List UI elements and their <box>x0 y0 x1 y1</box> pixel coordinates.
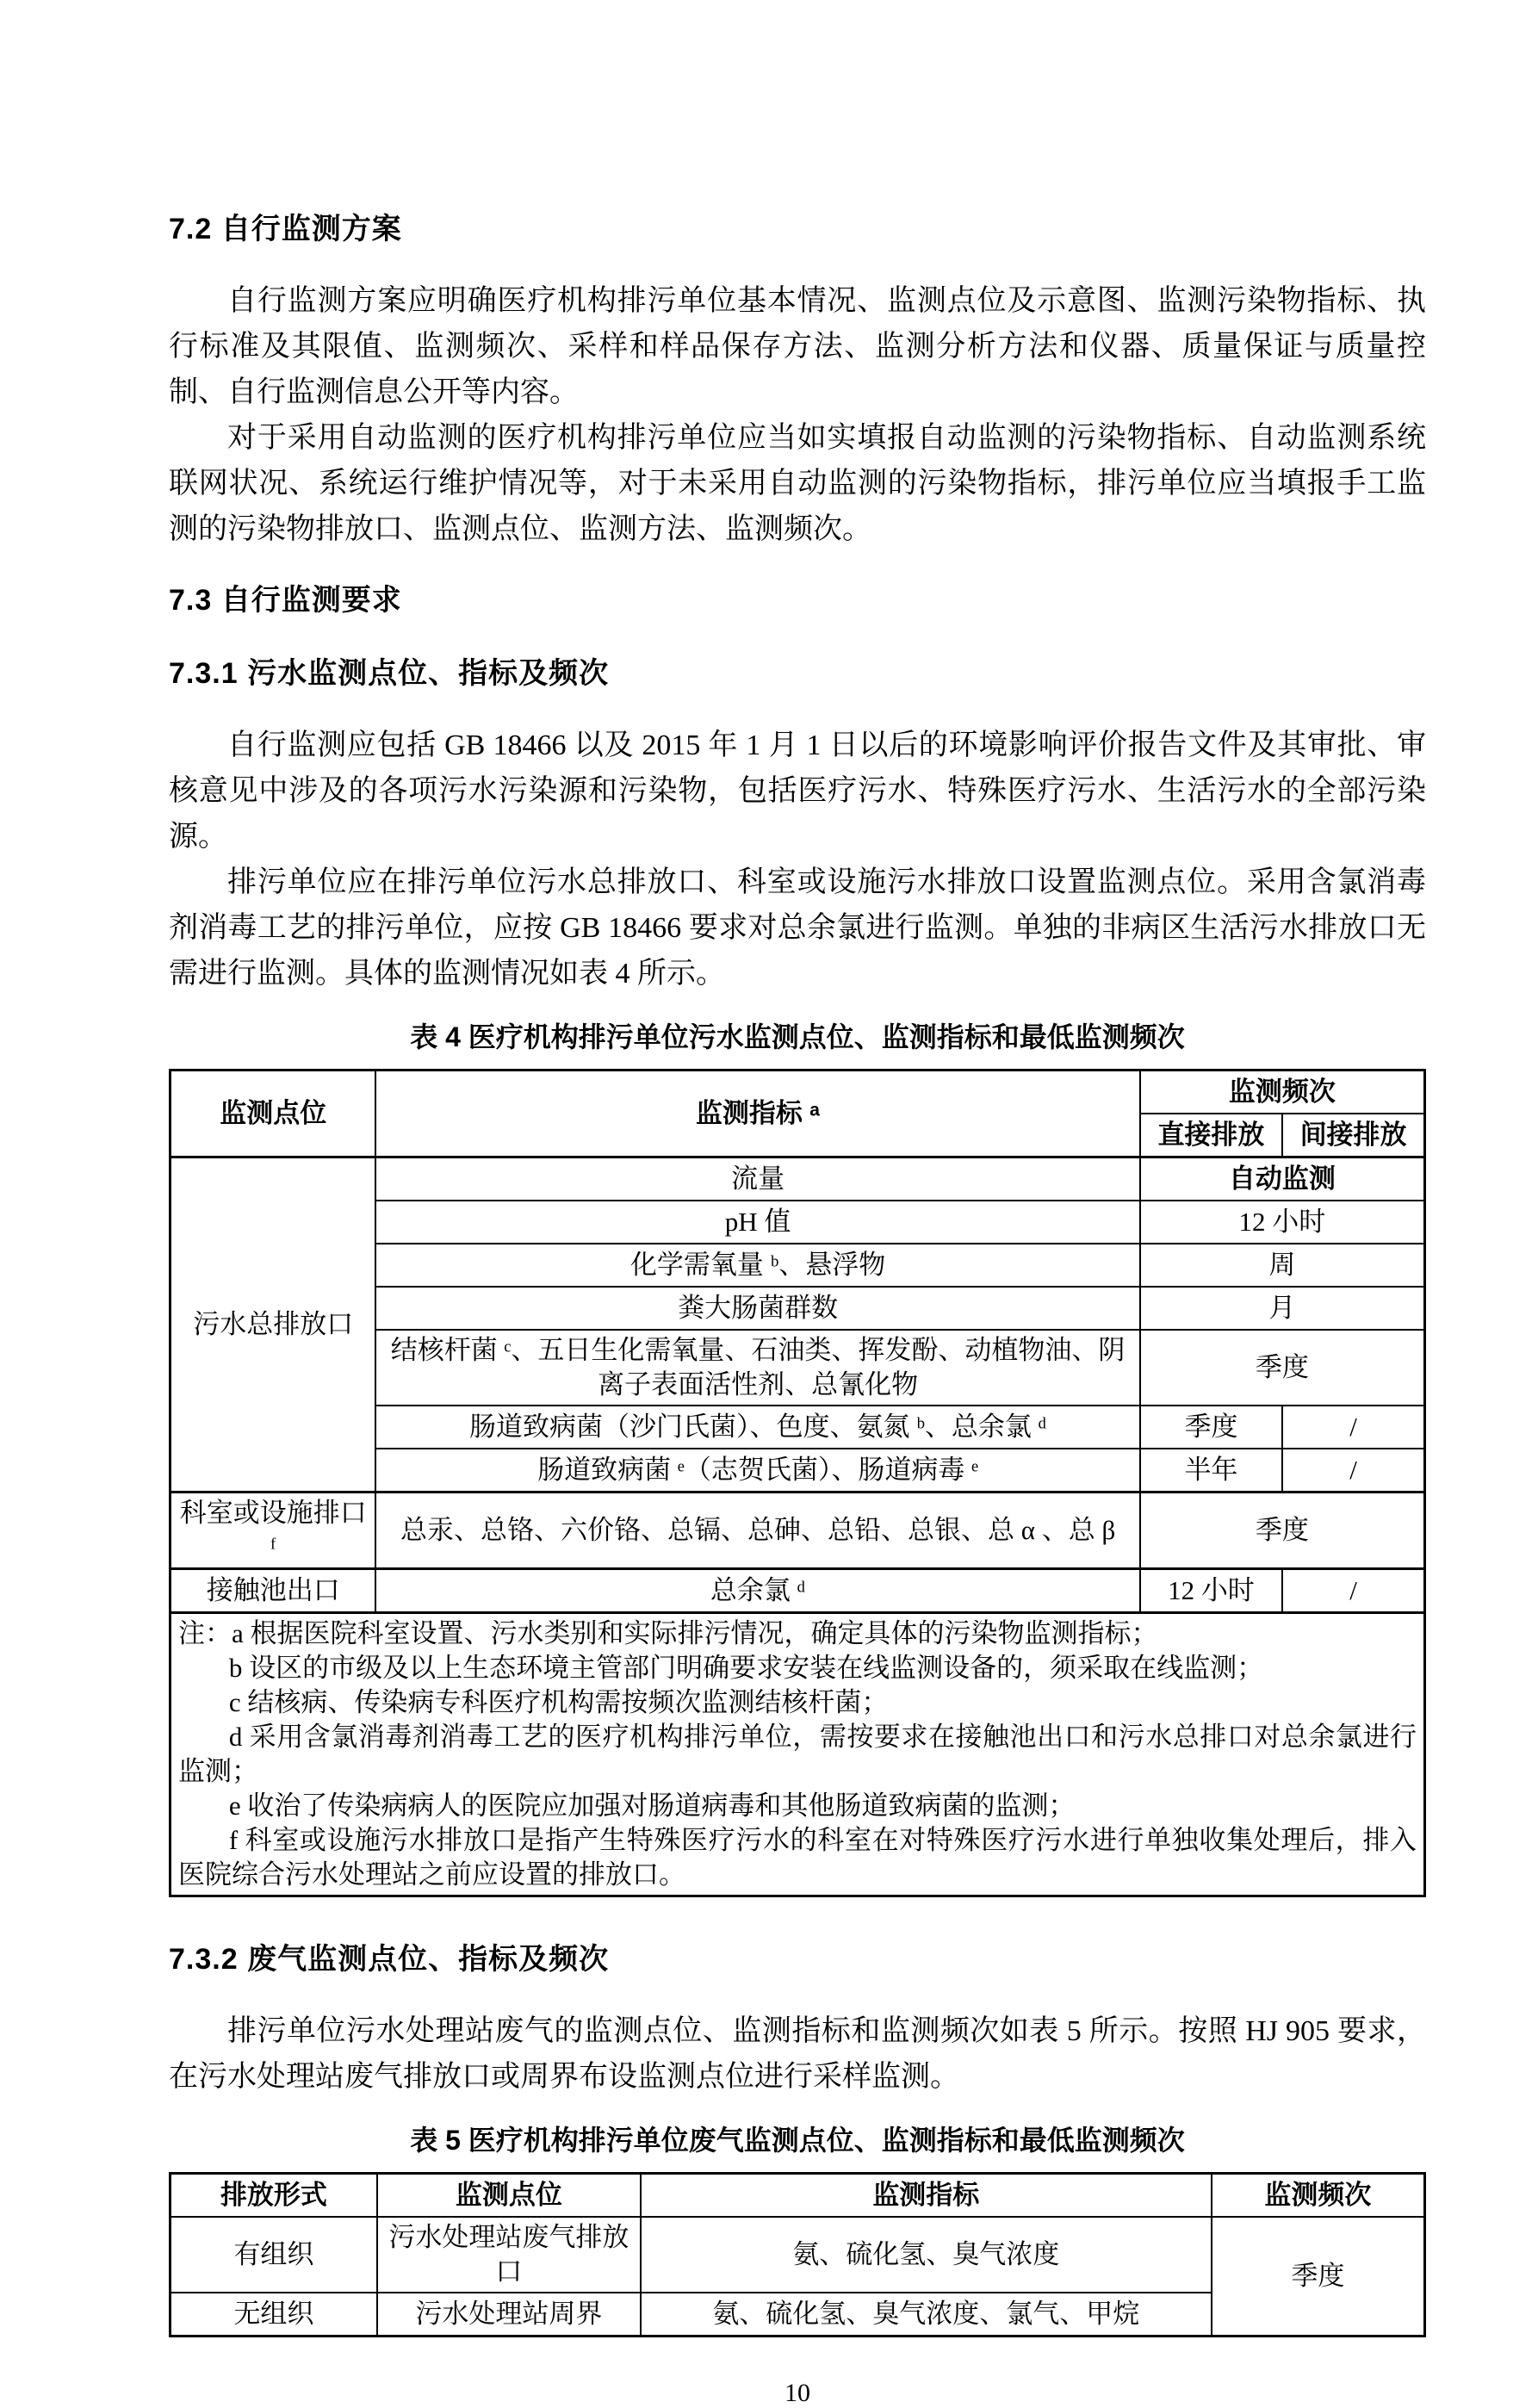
table5-point-unorganized: 污水处理站周界 <box>377 2293 641 2337</box>
table5 <box>169 2172 1426 2337</box>
table4-header-point: 监测点位 <box>171 1071 376 1157</box>
table5-indicator-unorganized: 氨、硫化氢、臭气浓度、氯气、甲烷 <box>641 2293 1212 2337</box>
table4-indicator-flow: 流量 <box>375 1157 1139 1201</box>
table4 <box>169 1069 1426 1897</box>
table4-row-contact-pool <box>171 1569 1425 1613</box>
table4-indicator-tb: 结核杆菌 ᶜ、五日生化需氧量、石油类、挥发酚、动植物油、阴离子表面活性剂、总氰化物 <box>375 1330 1139 1406</box>
table5-header-row <box>171 2174 1425 2218</box>
table4-note-a: 注：a 根据医院科室设置、污水类别和实际排污情况，确定具体的污染物监测指标； <box>178 1618 1158 1648</box>
table5-form-unorganized: 无组织 <box>171 2293 377 2337</box>
table4-indicator-department: 总汞、总铬、六价铬、总镉、总砷、总铅、总银、总 α 、总 β <box>375 1493 1139 1569</box>
table5-header-form: 排放形式 <box>171 2174 377 2218</box>
table4-freq-shigella-direct: 半年 <box>1140 1449 1282 1493</box>
table4-note-c: c 结核病、传染病专科医疗机构需按频次监测结核杆菌； <box>228 1687 889 1717</box>
table4-notes-row <box>171 1613 1425 1896</box>
table4-indicator-ph: pH 值 <box>375 1201 1139 1244</box>
table4-row-department <box>171 1493 1425 1569</box>
table4-note-d: d 采用含氯消毒剂消毒工艺的医疗机构排污单位，需按要求在接触池出口和污水总排口对总余氯进行监测； <box>178 1722 1417 1786</box>
table4-freq-ph: 12 小时 <box>1140 1201 1425 1244</box>
table4-point-contact-pool: 接触池出口 <box>171 1569 376 1613</box>
table4-freq-salmonella-indirect: / <box>1282 1406 1424 1449</box>
table4-freq-contact-indirect: / <box>1282 1569 1424 1613</box>
table4-notes <box>171 1613 1425 1896</box>
table4-caption: 表 4 医疗机构排污单位污水监测点位、监测指标和最低监测频次 <box>410 1021 1185 1052</box>
heading-7-3-1: 7.3.1 污水监测点位、指标及频次 <box>169 657 610 690</box>
heading-7-3: 7.3 自行监测要求 <box>169 584 402 617</box>
table5-header-point: 监测点位 <box>377 2174 641 2218</box>
table4-note-f: f 科室或设施污水排放口是指产生特殊医疗污水的科室在对特殊医疗污水进行单独收集处理后，排入医院综合污水处理站之前应设置的排放口。 <box>178 1825 1417 1890</box>
table4-freq-contact-direct: 12 小时 <box>1140 1569 1282 1613</box>
paragraph-7-2-1: 自行监测方案应明确医疗机构排污单位基本情况、监测点位及示意图、监测污染物指标、执行标准及其限值、监测频次、采样和样品保存方法、监测分析方法和仪器、质量保证与质量控制、自行监测信息公开等内容。 <box>169 285 1426 408</box>
paragraph-7-2-2: 对于采用自动监测的医疗机构排污单位应当如实填报自动监测的污染物指标、自动监测系统联网状况、系统运行维护情况等，对于未采用自动监测的污染物指标，排污单位应当填报手工监测的污染物排放口、监测点位、监测方法、监测频次。 <box>169 422 1426 545</box>
table4-row-flow <box>171 1157 1425 1201</box>
table4-freq-tb: 季度 <box>1140 1330 1425 1406</box>
table4-indicator-shigella: 肠道致病菌 ᵉ（志贺氏菌）、肠道病毒 ᵉ <box>375 1449 1139 1493</box>
table5-freq-merged: 季度 <box>1212 2217 1425 2337</box>
table4-note-b: b 设区的市级及以上生态环境主管部门明确要求安装在线监测设备的，须采取在线监测； <box>228 1653 1264 1683</box>
paragraph-7-3-2-1: 排污单位污水处理站废气的监测点位、监测指标和监测频次如表 5 所示。按照 HJ 905 要求，在污水处理站废气排放口或周界布设监测点位进行采样监测。 <box>169 2015 1426 2093</box>
table4-indicator-cod: 化学需氧量 ᵇ、悬浮物 <box>375 1244 1139 1287</box>
table4-header-frequency: 监测频次 <box>1140 1071 1425 1114</box>
table4-freq-salmonella-direct: 季度 <box>1140 1406 1282 1449</box>
table4-point-main-outlet: 污水总排放口 <box>171 1157 376 1493</box>
table4-note-e: e 收治了传染病病人的医院应加强对肠道病毒和其他肠道致病菌的监测； <box>228 1790 1076 1821</box>
table5-caption: 表 5 医疗机构排污单位废气监测点位、监测指标和最低监测频次 <box>410 2125 1185 2156</box>
table4-header-indicator: 监测指标 ᵃ <box>375 1071 1139 1157</box>
table4-header-row-1 <box>171 1071 1425 1114</box>
table4-header-indirect: 间接排放 <box>1282 1114 1424 1157</box>
table4-freq-auto: 自动监测 <box>1140 1157 1425 1201</box>
table5-header-indicator: 监测指标 <box>641 2174 1212 2218</box>
paragraph-7-3-1-1: 自行监测应包括 GB 18466 以及 2015 年 1 月 1 日以后的环境影响评价报告文件及其审批、审核意见中涉及的各项污水污染源和污染物，包括医疗污水、特殊医疗污水、生活污水的全部污染源。 <box>169 729 1426 853</box>
table4-indicator-salmonella: 肠道致病菌（沙门氏菌）、色度、氨氮 ᵇ、总余氯 ᵈ <box>375 1406 1139 1449</box>
page-number: 10 <box>785 2379 810 2407</box>
table4-point-department: 科室或设施排口 ᶠ <box>171 1493 376 1569</box>
table4-freq-department: 季度 <box>1140 1493 1425 1569</box>
table4-freq-coliform: 月 <box>1140 1287 1425 1330</box>
table4-freq-cod: 周 <box>1140 1244 1425 1287</box>
table5-row-organized <box>171 2217 1425 2293</box>
table4-freq-shigella-indirect: / <box>1282 1449 1424 1493</box>
table5-indicator-organized: 氨、硫化氢、臭气浓度 <box>641 2217 1212 2293</box>
table5-header-frequency: 监测频次 <box>1212 2174 1425 2218</box>
table4-indicator-contact-pool: 总余氯 ᵈ <box>375 1569 1139 1613</box>
table5-point-organized: 污水处理站废气排放口 <box>377 2217 641 2293</box>
table4-indicator-coliform: 粪大肠菌群数 <box>375 1287 1139 1330</box>
heading-7-3-2: 7.3.2 废气监测点位、指标及频次 <box>169 1943 610 1976</box>
table4-header-direct: 直接排放 <box>1140 1114 1282 1157</box>
heading-7-2: 7.2 自行监测方案 <box>169 213 402 245</box>
paragraph-7-3-1-2: 排污单位应在排污单位污水总排放口、科室或设施污水排放口设置监测点位。采用含氯消毒剂消毒工艺的排污单位，应按 GB 18466 要求对总余氯进行监测。单独的非病区生活污水排放口无需进行监测。具体的监测情况如表 4 所示。 <box>169 866 1426 990</box>
table5-form-organized: 有组织 <box>171 2217 377 2293</box>
